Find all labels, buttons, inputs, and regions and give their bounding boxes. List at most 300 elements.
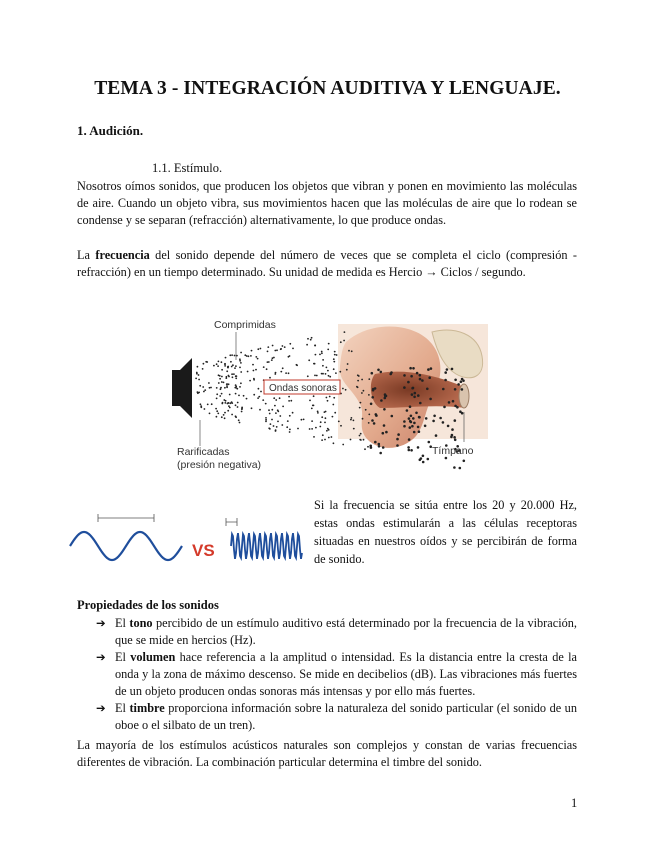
air-molecule-dot	[235, 377, 237, 379]
arrow-bullet-icon: ➔	[96, 616, 106, 630]
air-molecule-dot	[200, 403, 202, 405]
air-molecule-dot	[218, 382, 220, 384]
air-molecule-dot	[333, 358, 335, 360]
air-molecule-dot	[370, 403, 373, 406]
air-molecule-dot	[368, 414, 370, 416]
air-molecule-dot	[332, 416, 334, 418]
label-sound-waves: Ondas sonoras	[269, 383, 337, 394]
air-molecule-dot	[391, 415, 394, 418]
air-molecule-dot	[303, 419, 305, 421]
air-molecule-dot	[274, 350, 276, 352]
air-molecule-dot	[428, 441, 431, 444]
air-molecule-dot	[296, 364, 298, 366]
air-molecule-dot	[238, 419, 240, 421]
air-molecule-dot	[457, 383, 460, 386]
air-molecule-dot	[257, 397, 259, 399]
air-molecule-dot	[313, 363, 315, 365]
air-molecule-dot	[225, 357, 227, 359]
air-molecule-dot	[208, 382, 210, 384]
air-molecule-dot	[253, 378, 255, 380]
air-molecule-dot	[241, 411, 243, 413]
air-molecule-dot	[234, 367, 236, 369]
air-molecule-dot	[202, 386, 204, 388]
air-molecule-dot	[412, 367, 415, 370]
air-molecule-dot	[267, 361, 269, 363]
air-molecule-dot	[327, 349, 329, 351]
air-molecule-dot	[331, 436, 333, 438]
air-molecule-dot	[271, 409, 273, 411]
air-molecule-dot	[248, 355, 250, 357]
air-molecule-dot	[275, 399, 277, 401]
air-molecule-dot	[253, 394, 255, 396]
air-molecule-dot	[198, 379, 200, 381]
air-molecule-dot	[226, 386, 228, 388]
air-molecule-dot	[309, 428, 311, 430]
air-molecule-dot	[427, 458, 430, 461]
item-prefix: El	[115, 701, 130, 715]
air-molecule-dot	[333, 442, 335, 444]
air-molecule-dot	[403, 425, 406, 428]
air-molecule-dot	[269, 413, 271, 415]
label-rarefied: Rarificadas	[177, 446, 230, 458]
air-molecule-dot	[334, 354, 336, 356]
air-molecule-dot	[357, 374, 359, 376]
air-molecule-dot	[311, 408, 313, 410]
air-molecule-dot	[316, 375, 318, 377]
item-prefix: El	[115, 650, 131, 664]
air-molecule-dot	[320, 421, 322, 423]
air-molecule-dot	[252, 364, 254, 366]
air-molecule-dot	[218, 361, 220, 363]
air-molecule-dot	[409, 405, 412, 408]
air-molecule-dot	[456, 406, 459, 409]
page-number: 1	[571, 796, 578, 810]
air-molecule-dot	[459, 467, 462, 470]
air-molecule-dot	[289, 429, 291, 431]
air-molecule-dot	[313, 405, 315, 407]
sound-waves-ear-figure	[170, 312, 488, 474]
air-molecule-dot	[246, 355, 248, 357]
air-molecule-dot	[221, 403, 223, 405]
air-molecule-dot	[390, 371, 393, 374]
air-molecule-dot	[223, 382, 225, 384]
air-molecule-dot	[258, 396, 260, 398]
air-molecule-dot	[275, 412, 277, 414]
air-molecule-dot	[307, 338, 309, 340]
air-molecule-dot	[219, 378, 221, 380]
air-molecule-dot	[339, 371, 341, 373]
air-molecule-dot	[267, 351, 269, 353]
air-molecule-dot	[410, 415, 413, 418]
air-molecule-dot	[227, 410, 229, 412]
air-molecule-dot	[224, 365, 226, 367]
air-molecule-dot	[232, 376, 234, 378]
air-molecule-dot	[322, 359, 324, 361]
air-molecule-dot	[382, 432, 385, 435]
air-molecule-dot	[407, 446, 410, 449]
air-molecule-dot	[219, 395, 221, 397]
air-molecule-dot	[286, 426, 288, 428]
air-molecule-dot	[451, 428, 454, 431]
air-molecule-dot	[419, 402, 422, 405]
air-molecule-dot	[414, 392, 417, 395]
air-molecule-dot	[463, 460, 466, 463]
air-molecule-dot	[275, 429, 277, 431]
air-molecule-dot	[435, 434, 438, 437]
air-molecule-dot	[255, 356, 257, 358]
air-molecule-dot	[325, 373, 327, 375]
air-molecule-dot	[328, 429, 330, 431]
air-molecule-dot	[410, 375, 413, 378]
air-molecule-dot	[360, 402, 362, 404]
air-molecule-dot	[209, 413, 211, 415]
air-molecule-dot	[229, 354, 231, 356]
air-molecule-dot	[297, 428, 299, 430]
air-molecule-dot	[460, 380, 463, 383]
air-molecule-dot	[280, 371, 282, 373]
air-molecule-dot	[353, 428, 355, 430]
air-molecule-dot	[243, 395, 245, 397]
air-molecule-dot	[321, 439, 323, 441]
air-molecule-dot	[288, 396, 290, 398]
air-molecule-dot	[368, 422, 370, 424]
air-molecule-dot	[328, 437, 330, 439]
frequency-range-text: Si la frecuencia se sitúa entre los 20 y 20.000 Hz, estas ondas estimularán a las células receptoras situadas en nuestros oídos y se percibirán de forma de sonido.	[314, 498, 577, 566]
air-molecule-dot	[422, 461, 425, 464]
air-molecule-dot	[235, 387, 237, 389]
air-molecule-dot	[356, 386, 358, 388]
air-molecule-dot	[231, 366, 233, 368]
air-molecule-dot	[368, 394, 370, 396]
air-molecule-dot	[363, 439, 365, 441]
air-molecule-dot	[451, 368, 454, 371]
air-molecule-dot	[378, 445, 381, 448]
air-molecule-dot	[197, 392, 199, 394]
air-molecule-dot	[411, 425, 414, 428]
air-molecule-dot	[359, 439, 361, 441]
air-molecule-dot	[459, 410, 462, 413]
air-molecule-dot	[421, 379, 424, 382]
properties-heading: Propiedades de los sonidos	[77, 598, 219, 612]
air-molecule-dot	[273, 425, 275, 427]
air-molecule-dot	[260, 391, 262, 393]
air-molecule-dot	[237, 406, 239, 408]
air-molecule-dot	[342, 444, 344, 446]
air-molecule-dot	[409, 367, 412, 370]
air-molecule-dot	[333, 361, 335, 363]
air-molecule-dot	[217, 413, 219, 415]
air-molecule-dot	[443, 406, 446, 409]
air-molecule-dot	[216, 416, 218, 418]
air-molecule-dot	[249, 380, 251, 382]
air-molecule-dot	[327, 370, 329, 372]
air-molecule-dot	[430, 367, 433, 370]
air-molecule-dot	[444, 371, 447, 374]
arrow-bullet-icon: ➔	[96, 701, 106, 715]
air-molecule-dot	[289, 415, 291, 417]
air-molecule-dot	[235, 365, 237, 367]
air-molecule-dot	[235, 404, 237, 406]
air-molecule-dot	[385, 431, 388, 434]
air-molecule-dot	[224, 402, 226, 404]
air-molecule-dot	[216, 410, 218, 412]
air-molecule-dot	[347, 363, 349, 365]
properties-list	[77, 615, 577, 734]
air-molecule-dot	[289, 343, 291, 345]
air-molecule-dot	[241, 407, 243, 409]
air-molecule-dot	[221, 393, 223, 395]
air-molecule-dot	[239, 367, 241, 369]
air-molecule-dot	[447, 425, 450, 428]
air-molecule-dot	[461, 388, 464, 391]
air-molecule-dot	[236, 375, 238, 377]
air-molecule-dot	[412, 417, 415, 420]
air-molecule-dot	[409, 426, 412, 429]
air-molecule-dot	[350, 419, 352, 421]
air-molecule-dot	[432, 420, 435, 423]
wavelength-marker-right	[226, 518, 237, 526]
air-molecule-dot	[195, 378, 197, 380]
air-molecule-dot	[380, 371, 383, 374]
air-molecule-dot	[203, 363, 205, 365]
air-molecule-dot	[409, 420, 412, 423]
air-molecule-dot	[228, 375, 230, 377]
air-molecule-dot	[445, 457, 448, 460]
air-molecule-dot	[229, 394, 231, 396]
air-molecule-dot	[258, 388, 260, 390]
air-molecule-dot	[417, 394, 420, 397]
air-molecule-dot	[380, 399, 383, 402]
air-molecule-dot	[326, 397, 328, 399]
air-molecule-dot	[202, 368, 204, 370]
air-molecule-dot	[321, 416, 323, 418]
air-molecule-dot	[280, 348, 282, 350]
air-molecule-dot	[204, 408, 206, 410]
air-molecule-dot	[257, 358, 259, 360]
air-molecule-dot	[424, 425, 427, 428]
air-molecule-dot	[217, 365, 219, 367]
air-molecule-dot	[420, 457, 423, 460]
air-molecule-dot	[226, 383, 228, 385]
air-molecule-dot	[235, 416, 237, 418]
air-molecule-dot	[364, 448, 366, 450]
air-molecule-dot	[277, 411, 279, 413]
air-molecule-dot	[216, 387, 218, 389]
air-molecule-dot	[419, 374, 422, 377]
label-negative-pressure: (presión negativa)	[177, 459, 262, 471]
air-molecule-dot	[271, 359, 273, 361]
air-molecule-dot	[292, 412, 294, 414]
air-molecule-dot	[282, 345, 284, 347]
air-molecule-dot	[433, 415, 436, 418]
air-molecule-dot	[319, 354, 321, 356]
air-molecule-dot	[247, 371, 249, 373]
vs-label: VS	[192, 541, 215, 560]
air-molecule-dot	[384, 393, 387, 396]
arrow-bullet-icon: ➔	[96, 650, 106, 664]
air-molecule-dot	[207, 404, 209, 406]
air-molecule-dot	[406, 409, 409, 412]
air-molecule-dot	[251, 407, 253, 409]
air-molecule-dot	[211, 403, 213, 405]
air-molecule-dot	[333, 397, 335, 399]
air-molecule-dot	[413, 396, 416, 399]
air-molecule-dot	[284, 346, 286, 348]
air-molecule-dot	[321, 351, 323, 353]
air-molecule-dot	[310, 339, 312, 341]
air-molecule-dot	[204, 389, 206, 391]
air-molecule-dot	[324, 439, 326, 441]
air-molecule-dot	[340, 425, 342, 427]
air-molecule-dot	[348, 350, 350, 352]
air-molecule-dot	[288, 356, 290, 358]
air-molecule-dot	[322, 365, 324, 367]
air-molecule-dot	[292, 348, 294, 350]
air-molecule-dot	[282, 406, 284, 408]
air-molecule-dot	[428, 376, 431, 379]
air-molecule-dot	[281, 424, 283, 426]
air-molecule-dot	[268, 427, 270, 429]
air-molecule-dot	[259, 409, 261, 411]
air-molecule-dot	[273, 357, 275, 359]
air-molecule-dot	[228, 405, 230, 407]
air-molecule-dot	[221, 381, 223, 383]
air-molecule-dot	[239, 422, 241, 424]
air-molecule-dot	[260, 348, 262, 350]
air-molecule-dot	[373, 422, 376, 425]
air-molecule-dot	[403, 374, 406, 377]
item-text: percibido de un estímulo auditivo está determinado por la frecuencia de la vibración, que se mide en hercios (Hz).	[115, 616, 577, 647]
air-molecule-dot	[357, 380, 359, 382]
air-molecule-dot	[403, 386, 406, 389]
air-molecule-dot	[239, 386, 241, 388]
air-molecule-dot	[325, 417, 327, 419]
air-molecule-dot	[363, 390, 365, 392]
air-molecule-dot	[367, 446, 369, 448]
air-molecule-dot	[326, 430, 328, 432]
air-molecule-dot	[224, 387, 226, 389]
air-molecule-dot	[327, 400, 329, 402]
air-molecule-dot	[221, 361, 223, 363]
air-molecule-dot	[371, 396, 374, 399]
air-molecule-dot	[221, 416, 223, 418]
item-text: hace referencia a la amplitud o intensidad. Es la distancia entre la cresta de la onda y la zona de máximo descenso. Se mide en decibelios (dB). Las vibraciones más fuertes de un objeto producen ondas sonoras más intensas y por ello más fuertes.	[115, 650, 577, 698]
air-molecule-dot	[231, 414, 233, 416]
air-molecule-dot	[315, 427, 317, 429]
air-molecule-dot	[360, 433, 362, 435]
air-molecule-dot	[439, 417, 442, 420]
air-molecule-dot	[266, 368, 268, 370]
air-molecule-dot	[233, 373, 235, 375]
air-molecule-dot	[444, 379, 447, 382]
air-molecule-dot	[227, 366, 229, 368]
air-molecule-dot	[221, 376, 223, 378]
air-molecule-dot	[235, 393, 237, 395]
air-molecule-dot	[454, 439, 457, 442]
property-term: timbre	[129, 701, 165, 715]
air-molecule-dot	[417, 446, 420, 449]
air-molecule-dot	[196, 373, 198, 375]
air-molecule-dot	[361, 379, 363, 381]
air-molecule-dot	[413, 422, 416, 425]
air-molecule-dot	[206, 361, 208, 363]
air-molecule-dot	[224, 363, 226, 365]
air-molecule-dot	[325, 411, 327, 413]
air-molecule-dot	[198, 374, 200, 376]
air-molecule-dot	[225, 377, 227, 379]
subsection-heading: 1.1. Estímulo.	[152, 161, 223, 175]
air-molecule-dot	[377, 369, 380, 372]
air-molecule-dot	[199, 385, 201, 387]
air-molecule-dot	[237, 402, 239, 404]
air-molecule-dot	[269, 377, 271, 379]
air-molecule-dot	[410, 449, 413, 452]
air-molecule-dot	[317, 411, 319, 413]
air-molecule-dot	[333, 368, 335, 370]
air-molecule-dot	[382, 446, 385, 449]
air-molecule-dot	[374, 387, 377, 390]
air-molecule-dot	[240, 371, 242, 373]
air-molecule-dot	[403, 420, 406, 423]
air-molecule-dot	[328, 375, 330, 377]
air-molecule-dot	[239, 358, 241, 360]
air-molecule-dot	[209, 387, 211, 389]
air-molecule-dot	[350, 439, 352, 441]
air-molecule-dot	[265, 421, 267, 423]
air-molecule-dot	[454, 379, 457, 382]
air-molecule-dot	[454, 419, 457, 422]
air-molecule-dot	[384, 397, 387, 400]
air-molecule-dot	[408, 449, 411, 452]
air-molecule-dot	[251, 350, 253, 352]
air-molecule-dot	[246, 398, 248, 400]
air-molecule-dot	[427, 368, 430, 371]
air-molecule-dot	[408, 438, 411, 441]
air-molecule-dot	[270, 423, 272, 425]
air-molecule-dot	[288, 372, 290, 374]
air-molecule-dot	[344, 331, 346, 333]
air-molecule-dot	[442, 388, 445, 391]
item-text: proporciona información sobre la naturaleza del sonido particular (el sonido de un oboe o el silbato de un tren).	[115, 701, 577, 732]
frequency-term: frecuencia	[95, 248, 150, 262]
air-molecule-dot	[416, 372, 419, 375]
air-molecule-dot	[415, 412, 418, 415]
air-molecule-dot	[279, 397, 281, 399]
air-molecule-dot	[448, 401, 451, 404]
air-molecule-dot	[334, 351, 336, 353]
air-molecule-dot	[422, 455, 425, 458]
air-molecule-dot	[332, 404, 334, 406]
air-molecule-dot	[329, 396, 331, 398]
high-frequency-wave	[231, 533, 302, 559]
air-molecule-dot	[343, 340, 345, 342]
air-molecule-dot	[301, 419, 303, 421]
air-molecule-dot	[307, 375, 309, 377]
air-molecule-dot	[314, 344, 316, 346]
page-title: TEMA 3 - INTEGRACIÓN AUDITIVA Y LENGUAJE.	[94, 78, 561, 99]
property-term: tono	[129, 616, 153, 630]
air-molecule-dot	[231, 354, 233, 356]
air-molecule-dot	[226, 370, 228, 372]
air-molecule-dot	[275, 372, 277, 374]
air-molecule-dot	[308, 359, 310, 361]
section-heading: 1. Audición.	[77, 123, 144, 138]
air-molecule-dot	[272, 345, 274, 347]
air-molecule-dot	[290, 400, 292, 402]
air-molecule-dot	[368, 378, 370, 380]
air-molecule-dot	[418, 416, 421, 419]
air-molecule-dot	[446, 368, 449, 371]
